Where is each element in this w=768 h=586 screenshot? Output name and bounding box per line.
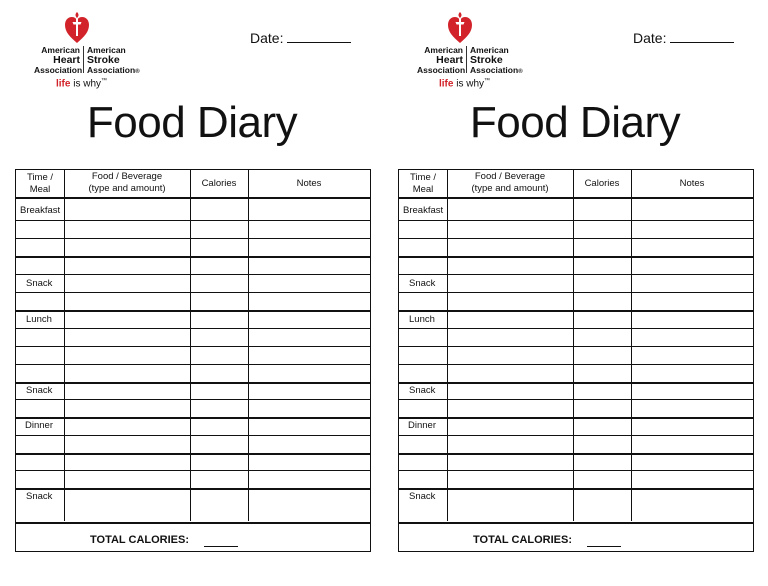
date-label: Date:	[633, 30, 667, 46]
tagline	[439, 78, 490, 89]
date-label: Date:	[250, 30, 284, 46]
org-line: Heart	[436, 54, 463, 66]
row-rule	[16, 364, 370, 365]
row-label-snack: Snack	[26, 491, 53, 502]
row-rule	[399, 238, 753, 239]
date-blank-line[interactable]	[670, 30, 734, 43]
tagline-rest: is why	[70, 78, 102, 90]
header-rule	[16, 197, 370, 199]
food-diary-table	[398, 169, 754, 552]
row-rule	[399, 256, 753, 258]
org-line: Association	[470, 65, 519, 75]
aha-asa-logo	[411, 12, 531, 92]
row-label-snack: Snack	[409, 385, 436, 396]
org-line: American	[424, 45, 463, 55]
header-line: (type and amount)	[88, 183, 166, 194]
row-rule	[16, 417, 370, 419]
row-rule	[399, 417, 753, 419]
row-rule	[399, 220, 753, 221]
total-calories-label: TOTAL CALORIES:	[90, 534, 189, 546]
aha-asa-logo	[28, 12, 148, 92]
org-name-heart	[417, 45, 466, 75]
header-notes: Notes	[679, 178, 705, 189]
org-line: Association	[87, 65, 136, 75]
row-label-snack: Snack	[26, 278, 53, 289]
header-line: Time /	[409, 172, 437, 183]
heart-torch-icon	[64, 12, 90, 44]
total-calories-blank[interactable]	[204, 546, 238, 547]
row-rule	[16, 435, 370, 436]
row-rule	[16, 453, 370, 455]
tagline-life: life	[56, 78, 71, 90]
header-rule	[399, 197, 753, 199]
date-field	[633, 30, 734, 46]
row-label-dinner: Dinner	[408, 420, 436, 431]
header-time-meal	[399, 172, 447, 196]
org-line: Stroke	[470, 54, 503, 66]
row-rule	[16, 256, 370, 258]
row-label-dinner: Dinner	[25, 420, 53, 431]
header-line: Time /	[26, 172, 54, 183]
header-food-beverage	[64, 171, 190, 195]
heart-torch-icon	[447, 12, 473, 44]
org-line: American	[470, 45, 509, 55]
org-name-stroke	[87, 46, 157, 77]
row-label-snack: Snack	[409, 491, 436, 502]
row-rule	[399, 435, 753, 436]
row-label-lunch: Lunch	[409, 314, 435, 325]
header-line: (type and amount)	[471, 183, 549, 194]
registered-mark: ®	[518, 69, 523, 75]
total-calories-label: TOTAL CALORIES:	[473, 534, 572, 546]
tagline-life: life	[439, 78, 454, 90]
header-line: Meal	[29, 184, 51, 195]
org-line: Heart	[53, 54, 80, 66]
row-label-breakfast: Breakfast	[20, 205, 61, 216]
row-rule	[16, 346, 370, 347]
header-line: Meal	[412, 184, 434, 195]
header-calories: Calories	[584, 178, 620, 189]
row-rule	[16, 470, 370, 471]
header-calories: Calories	[201, 178, 237, 189]
trademark: ™	[101, 78, 108, 84]
header-food-beverage	[447, 171, 573, 195]
header-notes: Notes	[296, 178, 322, 189]
total-calories-blank[interactable]	[587, 546, 621, 547]
row-rule	[16, 292, 370, 293]
org-line: Association	[417, 65, 466, 75]
row-label-snack: Snack	[26, 385, 53, 396]
row-rule	[399, 453, 753, 455]
page-title: Food Diary	[86, 98, 298, 147]
org-name-stroke	[470, 46, 540, 77]
row-rule	[16, 220, 370, 221]
row-rule	[399, 274, 753, 275]
date-field	[250, 30, 351, 46]
page-title: Food Diary	[469, 98, 681, 147]
org-line: Stroke	[87, 54, 120, 66]
food-diary-page-right	[383, 0, 767, 586]
row-rule	[399, 292, 753, 293]
row-rule	[16, 310, 370, 312]
row-rule	[399, 364, 753, 365]
row-rule	[399, 488, 753, 490]
registered-mark: ®	[135, 69, 140, 75]
org-line: Association	[34, 65, 83, 75]
date-blank-line[interactable]	[287, 30, 351, 43]
header-line: Food / Beverage	[474, 171, 546, 182]
header-time-meal	[16, 172, 64, 196]
header-line: Food / Beverage	[91, 171, 163, 182]
row-rule	[16, 328, 370, 329]
org-line: American	[87, 45, 126, 55]
row-rule	[399, 346, 753, 347]
totals-rule	[16, 522, 370, 524]
row-rule	[399, 470, 753, 471]
row-rule	[399, 328, 753, 329]
row-rule	[16, 382, 370, 384]
row-rule	[16, 399, 370, 400]
logo-divider	[466, 46, 467, 73]
row-rule	[16, 488, 370, 490]
food-diary-table	[15, 169, 371, 552]
org-line: American	[41, 45, 80, 55]
tagline-rest: is why	[453, 78, 485, 90]
trademark: ™	[484, 78, 491, 84]
row-rule	[16, 238, 370, 239]
row-rule	[399, 310, 753, 312]
row-rule	[399, 399, 753, 400]
row-label-snack: Snack	[409, 278, 436, 289]
row-rule	[16, 274, 370, 275]
row-label-breakfast: Breakfast	[403, 205, 444, 216]
logo-divider	[83, 46, 84, 73]
totals-rule	[399, 522, 753, 524]
row-rule	[399, 382, 753, 384]
row-label-lunch: Lunch	[26, 314, 52, 325]
org-name-heart	[34, 45, 83, 75]
tagline	[56, 78, 107, 89]
